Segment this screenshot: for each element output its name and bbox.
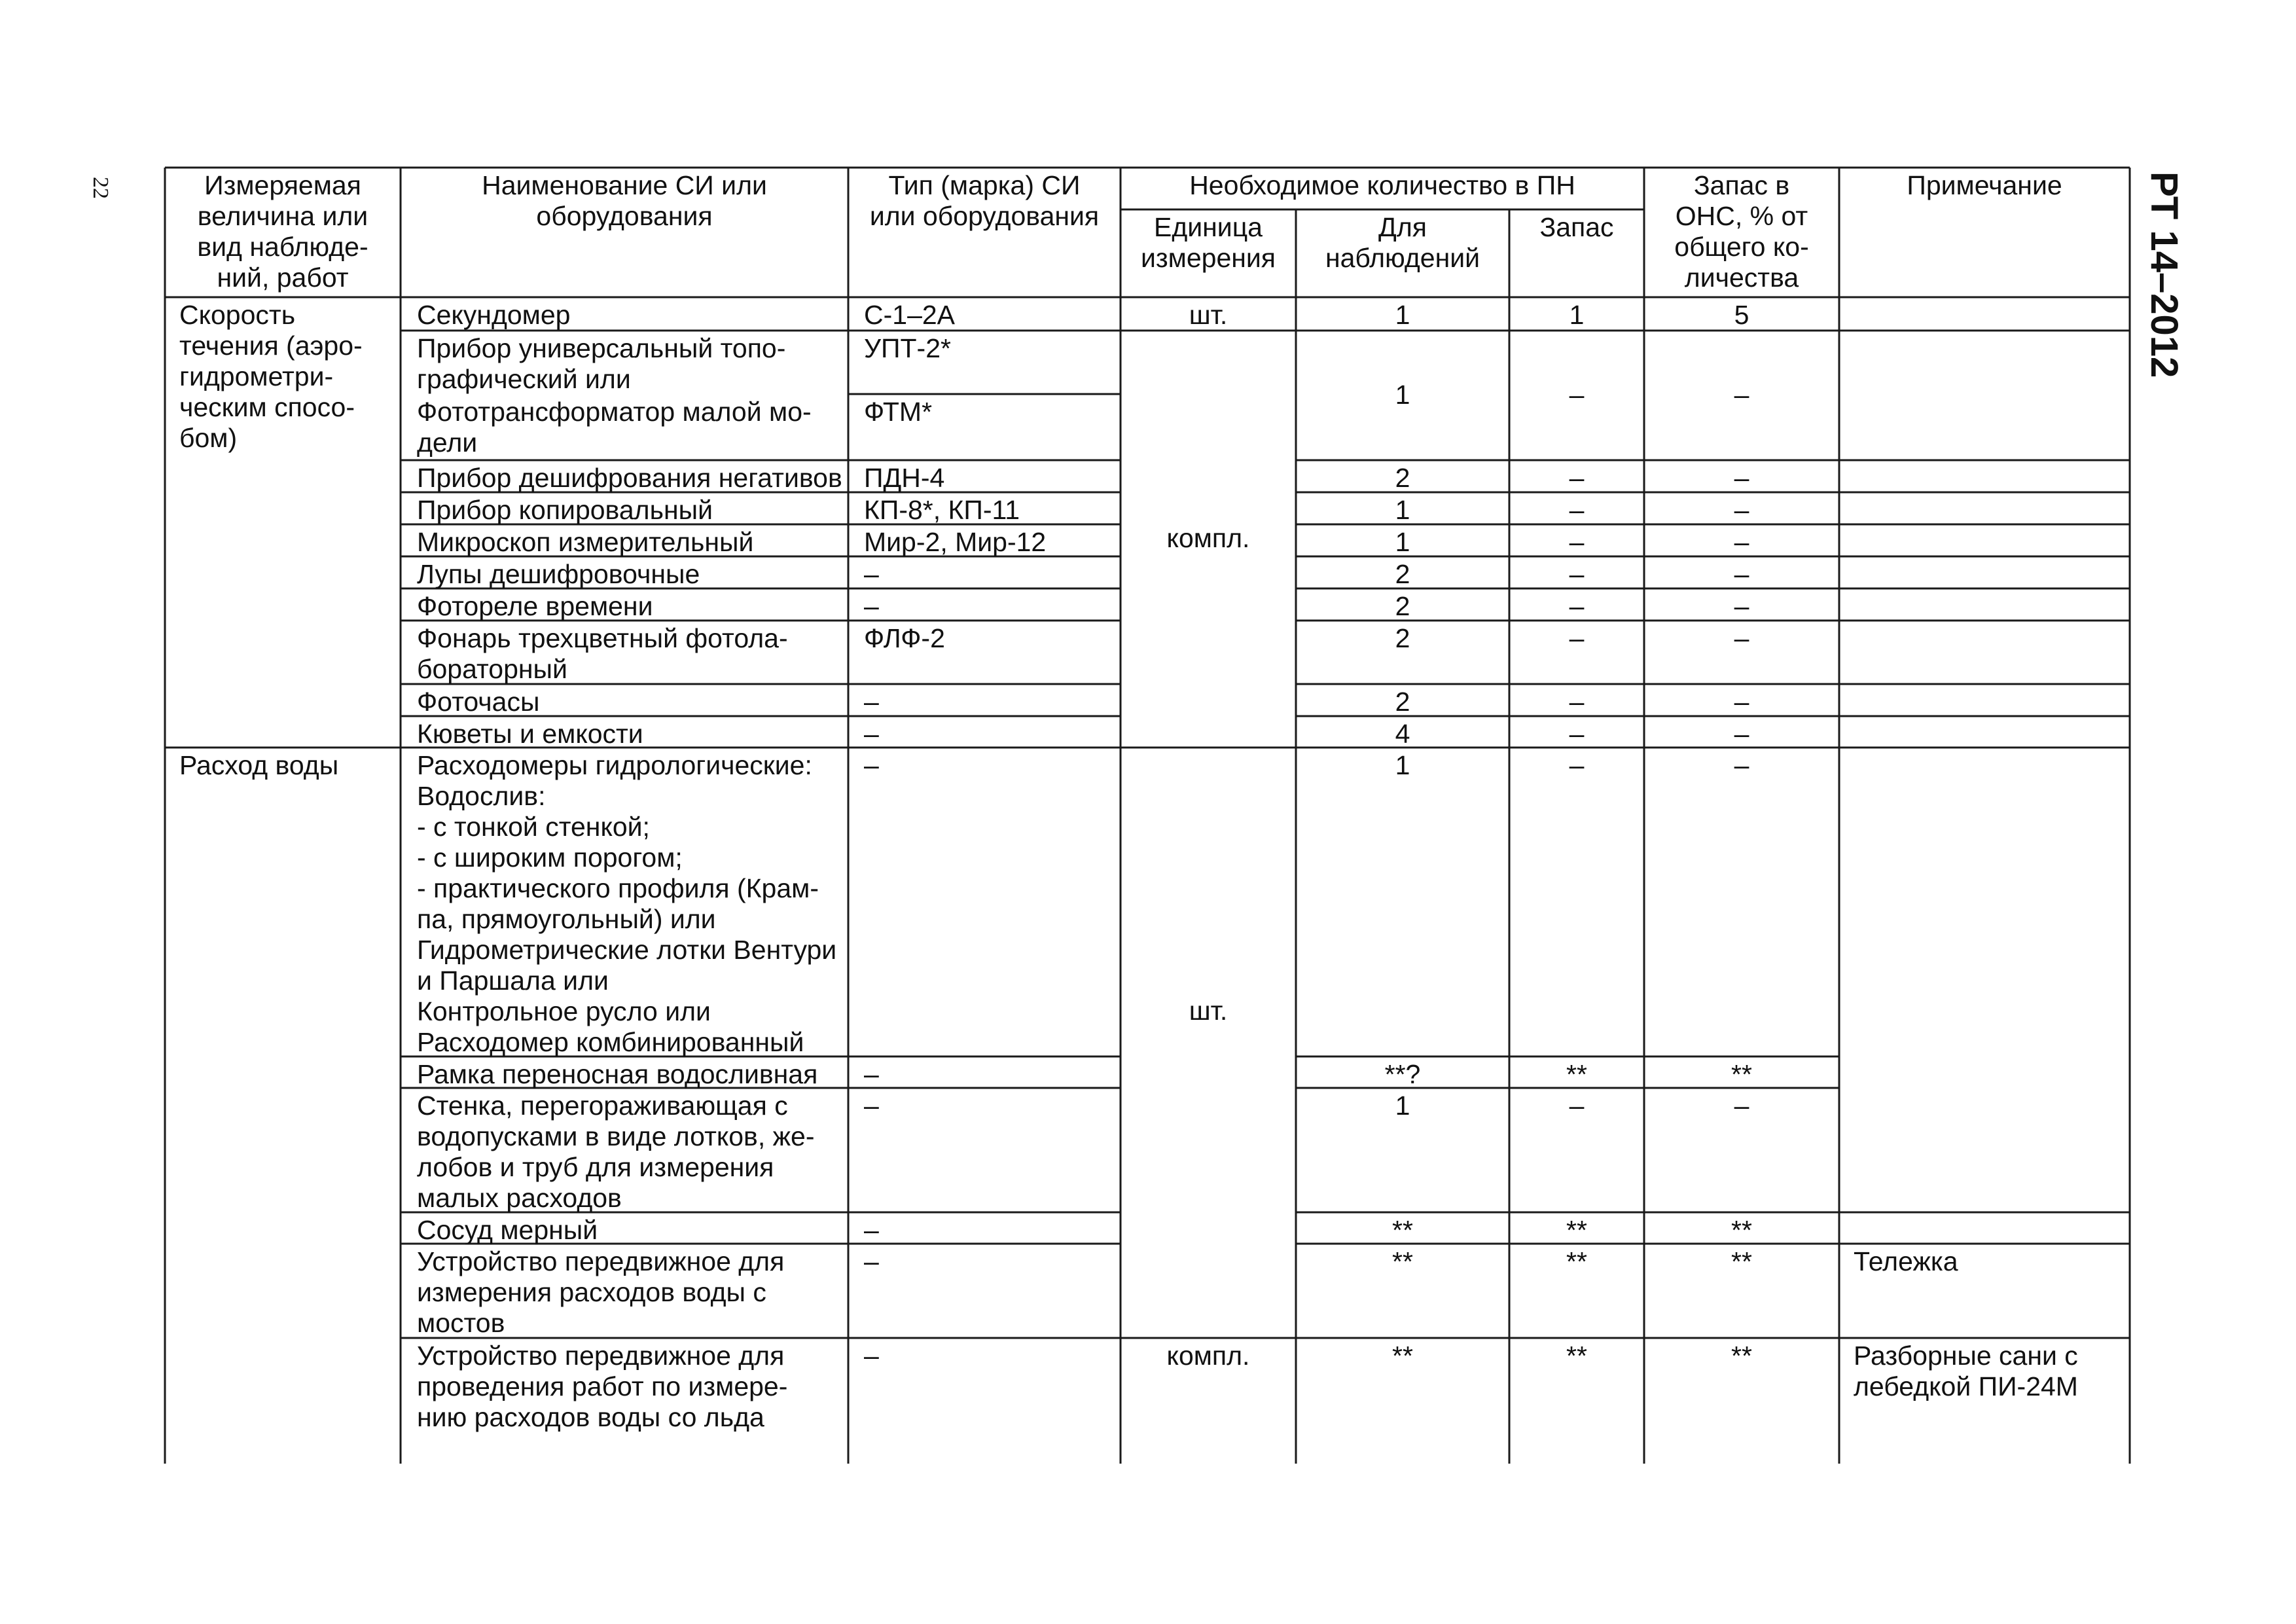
table-row-instrument: Микроскоп измерительный	[417, 527, 754, 557]
table-row-observations: 2	[1395, 591, 1410, 621]
table-row-ons: –	[1734, 463, 1749, 493]
table-row-instrument: Фонарь трехцветный фотола- бораторный	[417, 623, 788, 684]
table-row-type: –	[864, 1215, 879, 1245]
table-row-type: –	[864, 750, 879, 780]
table-row-ons: **	[1731, 1059, 1752, 1089]
table-row-type: ПДН-4	[864, 463, 945, 493]
table-row-observations: 2	[1395, 687, 1410, 717]
table-row-reserve: –	[1569, 495, 1585, 525]
table-row-instrument: Фототрансформатор малой мо- дели	[417, 397, 812, 458]
table-row-observations: 2	[1395, 559, 1410, 589]
table-row-instrument: Лупы дешифровочные	[417, 559, 700, 589]
table-row-reserve: –	[1569, 623, 1585, 653]
table-row-reserve: –	[1569, 591, 1585, 621]
table-row-instrument: Стенка, перегораживающая с водопусками в виде лотков, же- лобов и труб для измерения малых расходов	[417, 1091, 815, 1213]
unit-cell: шт.	[1189, 300, 1228, 330]
table-row-instrument: Расходомеры гидрологические: Водослив: - с тонкой стенкой; - с широким порогом; - практического профиля (Крам- па, прямоугольный) или Гидрометрические лотки Вентури и Паршала или Контрольное русло или Расходомер комбинированный	[417, 750, 837, 1057]
table-row-type: –	[864, 719, 879, 749]
table-row-ons: –	[1734, 719, 1749, 749]
table-row-ons: –	[1734, 380, 1749, 410]
table-row-ons: **	[1731, 1341, 1752, 1371]
header-instrument-name: Наименование СИ или оборудования	[482, 170, 767, 231]
table-row-note: Тележка	[1854, 1246, 1958, 1276]
header-ons-reserve: Запас в ОНС, % от общего ко- личества	[1674, 170, 1809, 293]
table-row-reserve: 1	[1569, 300, 1585, 330]
table-row-instrument: Прибор копировальный	[417, 495, 713, 525]
table-row-ons: 5	[1734, 300, 1749, 330]
table-row-observations: 1	[1395, 495, 1410, 525]
table-row-observations: 4	[1395, 719, 1410, 749]
table-row-observations: **?	[1384, 1059, 1421, 1089]
table-row-instrument: Прибор дешифрования негативов	[417, 463, 842, 493]
table-row-instrument: Прибор универсальный топо- графический или	[417, 333, 786, 394]
table-row-ons: –	[1734, 591, 1749, 621]
table-row-ons: –	[1734, 559, 1749, 589]
category-flow-speed: Скорость течения (аэро- гидрометри- ческим спосо- бом)	[179, 300, 363, 453]
table-row-observations: **	[1392, 1215, 1413, 1245]
page-number: 22	[88, 177, 113, 199]
table-row-instrument: Сосуд мерный	[417, 1215, 598, 1245]
table-row-instrument: Секундомер	[417, 300, 571, 330]
table-row-type: –	[864, 1246, 879, 1276]
table-row-observations: 1	[1395, 300, 1410, 330]
document-code: РТ 14–2012	[2143, 171, 2185, 378]
header-required-quantity: Необходимое количество в ПН	[1189, 170, 1575, 200]
unit-cell: компл.	[1166, 523, 1250, 553]
header-unit: Единица измерения	[1140, 212, 1276, 273]
table-row-type: –	[864, 1341, 879, 1371]
table-row-type: –	[864, 687, 879, 717]
header-note: Примечание	[1907, 170, 2062, 200]
table-row-reserve: –	[1569, 380, 1585, 410]
table-row-reserve: –	[1569, 463, 1585, 493]
table-row-reserve: **	[1566, 1059, 1587, 1089]
table-row-ons: **	[1731, 1215, 1752, 1245]
table-row-reserve: **	[1566, 1246, 1587, 1276]
category-water-discharge: Расход воды	[179, 750, 339, 780]
table-row-reserve: **	[1566, 1341, 1587, 1371]
table-row-observations: 1	[1395, 527, 1410, 557]
table-row-ons: –	[1734, 495, 1749, 525]
unit-cell: компл.	[1166, 1341, 1250, 1371]
header-reserve: Запас	[1539, 212, 1614, 242]
header-for-observations: Для наблюдений	[1325, 212, 1480, 273]
table-row-observations: 2	[1395, 623, 1410, 653]
table-row-type: КП-8*, КП-11	[864, 495, 1020, 525]
table-row-instrument: Рамка переносная водосливная	[417, 1059, 818, 1089]
table-row-reserve: –	[1569, 559, 1585, 589]
header-instrument-type: Тип (марка) СИ или оборудования	[869, 170, 1100, 231]
unit-cell: шт.	[1189, 996, 1228, 1026]
table-row-reserve: –	[1569, 719, 1585, 749]
table-row-reserve: –	[1569, 527, 1585, 557]
table-row-ons: –	[1734, 750, 1749, 780]
table-row-observations: **	[1392, 1246, 1413, 1276]
table-row-type: –	[864, 559, 879, 589]
table-row-observations: 1	[1395, 750, 1410, 780]
table-row-type: –	[864, 1059, 879, 1089]
table-row-type: –	[864, 591, 879, 621]
table-row-instrument: Устройство передвижное для измерения расходов воды с мостов	[417, 1246, 785, 1338]
table-row-instrument: Устройство передвижное для проведения работ по измере- нию расходов воды со льда	[417, 1341, 788, 1432]
table-row-reserve: **	[1566, 1215, 1587, 1245]
table-row-observations: 2	[1395, 463, 1410, 493]
table-row-type: Мир-2, Мир-12	[864, 527, 1047, 557]
table-row-type: –	[864, 1091, 879, 1121]
table-row-reserve: –	[1569, 1091, 1585, 1121]
table-row-ons: **	[1731, 1246, 1752, 1276]
table-row-reserve: –	[1569, 687, 1585, 717]
table-row-note: Разборные сани с лебедкой ПИ-24М	[1854, 1341, 2078, 1401]
table-row-observations: **	[1392, 1341, 1413, 1371]
table-row-instrument: Кюветы и емкости	[417, 719, 643, 749]
table-row-instrument: Фотореле времени	[417, 591, 653, 621]
table-row-type: ФЛФ-2	[864, 623, 945, 653]
header-measured-quantity: Измеряемая величина или вид наблюде- ний, работ	[197, 170, 368, 293]
table-row-type: ФТМ*	[864, 397, 933, 427]
table-row-observations: 1	[1395, 1091, 1410, 1121]
table-row-type: УПТ-2*	[864, 333, 951, 363]
table-row-type: С-1–2А	[864, 300, 956, 330]
table-row-ons: –	[1734, 1091, 1749, 1121]
table-row-ons: –	[1734, 687, 1749, 717]
table-row-instrument: Фоточасы	[417, 687, 540, 717]
table-row-ons: –	[1734, 527, 1749, 557]
table-row-observations: 1	[1395, 380, 1410, 410]
table-row-reserve: –	[1569, 750, 1585, 780]
table-row-ons: –	[1734, 623, 1749, 653]
